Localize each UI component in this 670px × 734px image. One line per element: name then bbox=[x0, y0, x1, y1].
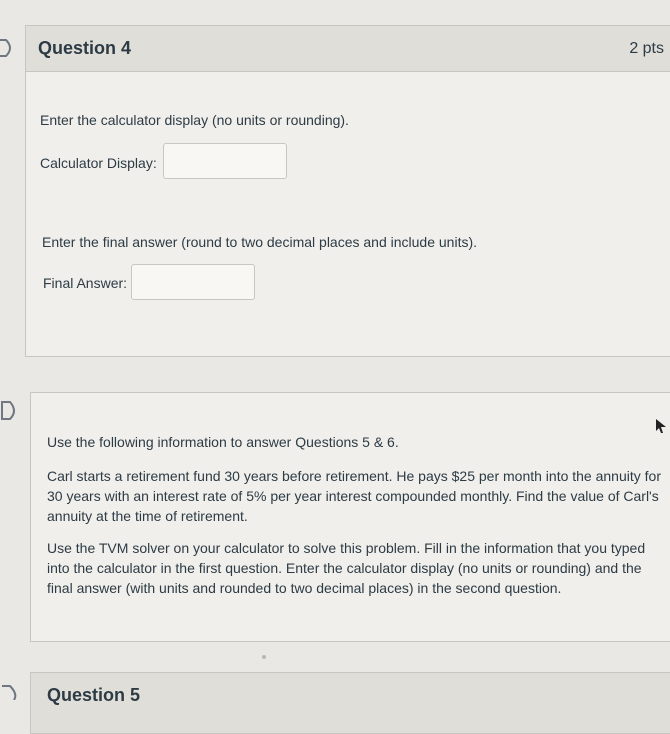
question-points: 2 pts bbox=[629, 40, 664, 57]
question-5-panel bbox=[30, 672, 670, 734]
final-answer-input[interactable] bbox=[131, 264, 255, 300]
mouse-cursor-icon bbox=[655, 418, 667, 434]
divider-dot bbox=[262, 655, 266, 659]
calculator-display-input[interactable] bbox=[163, 143, 287, 179]
calculator-display-prompt: Enter the calculator display (no units or rounding). bbox=[40, 112, 349, 128]
question-title: Question 4 bbox=[38, 38, 132, 58]
instructions-intro: Use the following information to answer Questions 5 & 6. bbox=[47, 434, 399, 450]
final-answer-label: Final Answer: bbox=[43, 275, 128, 291]
final-answer-prompt: Enter the final answer (round to two decimal places and include units). bbox=[42, 234, 478, 250]
question-title: Question 5 bbox=[47, 685, 141, 705]
bookmark-flag-icon[interactable] bbox=[0, 400, 20, 422]
instructions-tvm: Use the TVM solver on your calculator to solve this problem. Fill in the information that you typed into the calculator in the first question. Enter the calculator display (no units or rounding) and the final answer (with units and rounded to two decimal places) in the second question. bbox=[47, 540, 646, 596]
question-4-panel bbox=[25, 25, 670, 357]
instructions-problem: Carl starts a retirement fund 30 years before retirement. He pays $25 per month into the annuity for 30 years with an interest rate of 5% per year interest compounded monthly. Find the value of Carl's annuity at the time of retirement. bbox=[47, 468, 661, 524]
question-flag-icon[interactable] bbox=[0, 684, 20, 700]
instructions-panel bbox=[30, 392, 670, 642]
question-flag-icon[interactable] bbox=[0, 38, 16, 58]
calculator-display-label: Calculator Display: bbox=[40, 155, 157, 171]
question-header bbox=[26, 26, 670, 72]
